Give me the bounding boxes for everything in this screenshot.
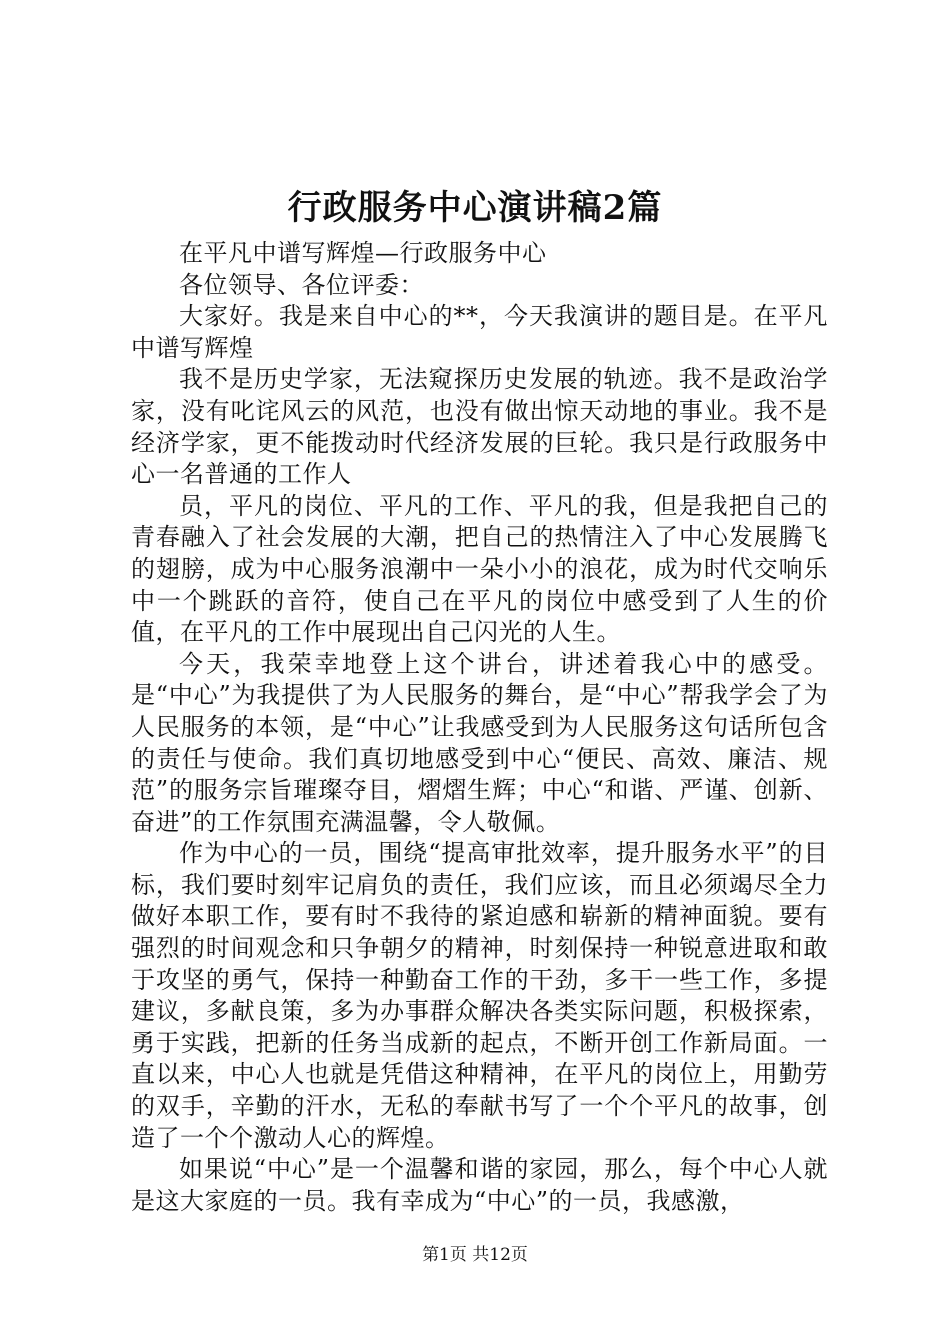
paragraph: 大家好。我是来自中心的**，今天我演讲的题目是。在平凡中谱写辉煌 [131, 302, 828, 362]
document-title: 行政服务中心演讲稿2篇 [287, 188, 663, 228]
paragraph: 我不是历史学家，无法窥探历史发展的轨迹。我不是政治学家，没有叱诧风云的风范，也没有做出惊天动地的事业。我不是经济学家，更不能拨动时代经济发展的巨轮。我只是行政服务中心一名普通的工作人 [131, 365, 828, 489]
paragraph: 员，平凡的岗位、平凡的工作、平凡的我，但是我把自己的青春融入了社会发展的大潮，把自己的热情注入了中心发展腾飞的翅膀，成为中心服务浪潮中一朵小小的浪花，成为时代交响乐中一个跳跃的音符，使自己在平凡的岗位中感受到了人生的价值，在平凡的工作中展现出自己闪光的人生。 [131, 491, 828, 647]
paragraph-salutation: 各位领导、各位评委： [179, 270, 424, 299]
paragraph-subtitle: 在平凡中谱写辉煌—行政服务中心 [179, 239, 547, 267]
paragraph: 如果说“中心”是一个温馨和谐的家园，那么，每个中心人就是这大家庭的一员。我有幸成为“中心”的一员，我感激， [131, 1155, 828, 1215]
paragraph: 作为中心的一员，围绕“提高审批效率，提升服务水平”的目标，我们要时刻牢记肩负的责任，我们应该，而且必须竭尽全力做好本职工作，要有时不我待的紧迫感和崭新的精神面貌。要有强烈的时间观念和只争朝夕的精神，时刻保持一种锐意进取和敢于攻坚的勇气，保持一种勤奋工作的干劲，多干一些工作，多提建议，多献良策，多为办事群众解决各类实际问题，积极探索，勇于实践，把新的任务当成新的起点，不断开创工作新局面。一直以来，中心人也就是凭借这种精神，在平凡的岗位上，用勤劳的双手，辛勤的汗水，无私的奉献书写了一个个平凡的故事，创造了一个个激动人心的辉煌。 [131, 839, 828, 1152]
page-footer: 第1页 共12页 [422, 1245, 528, 1265]
document-body [131, 238, 828, 1217]
paragraph: 今天，我荣幸地登上这个讲台，讲述着我心中的感受。是“中心”为我提供了为人民服务的舞台，是“中心”帮我学会了为人民服务的本领，是“中心”让我感受到为人民服务这句话所包含的责任与使命。我们真切地感受到中心“便民、高效、廉洁、规范”的服务宗旨璀璨夺目，熠熠生辉；中心“和谐、严谨、创新、奋进”的工作氛围充满温馨，令人敬佩。 [131, 649, 828, 836]
